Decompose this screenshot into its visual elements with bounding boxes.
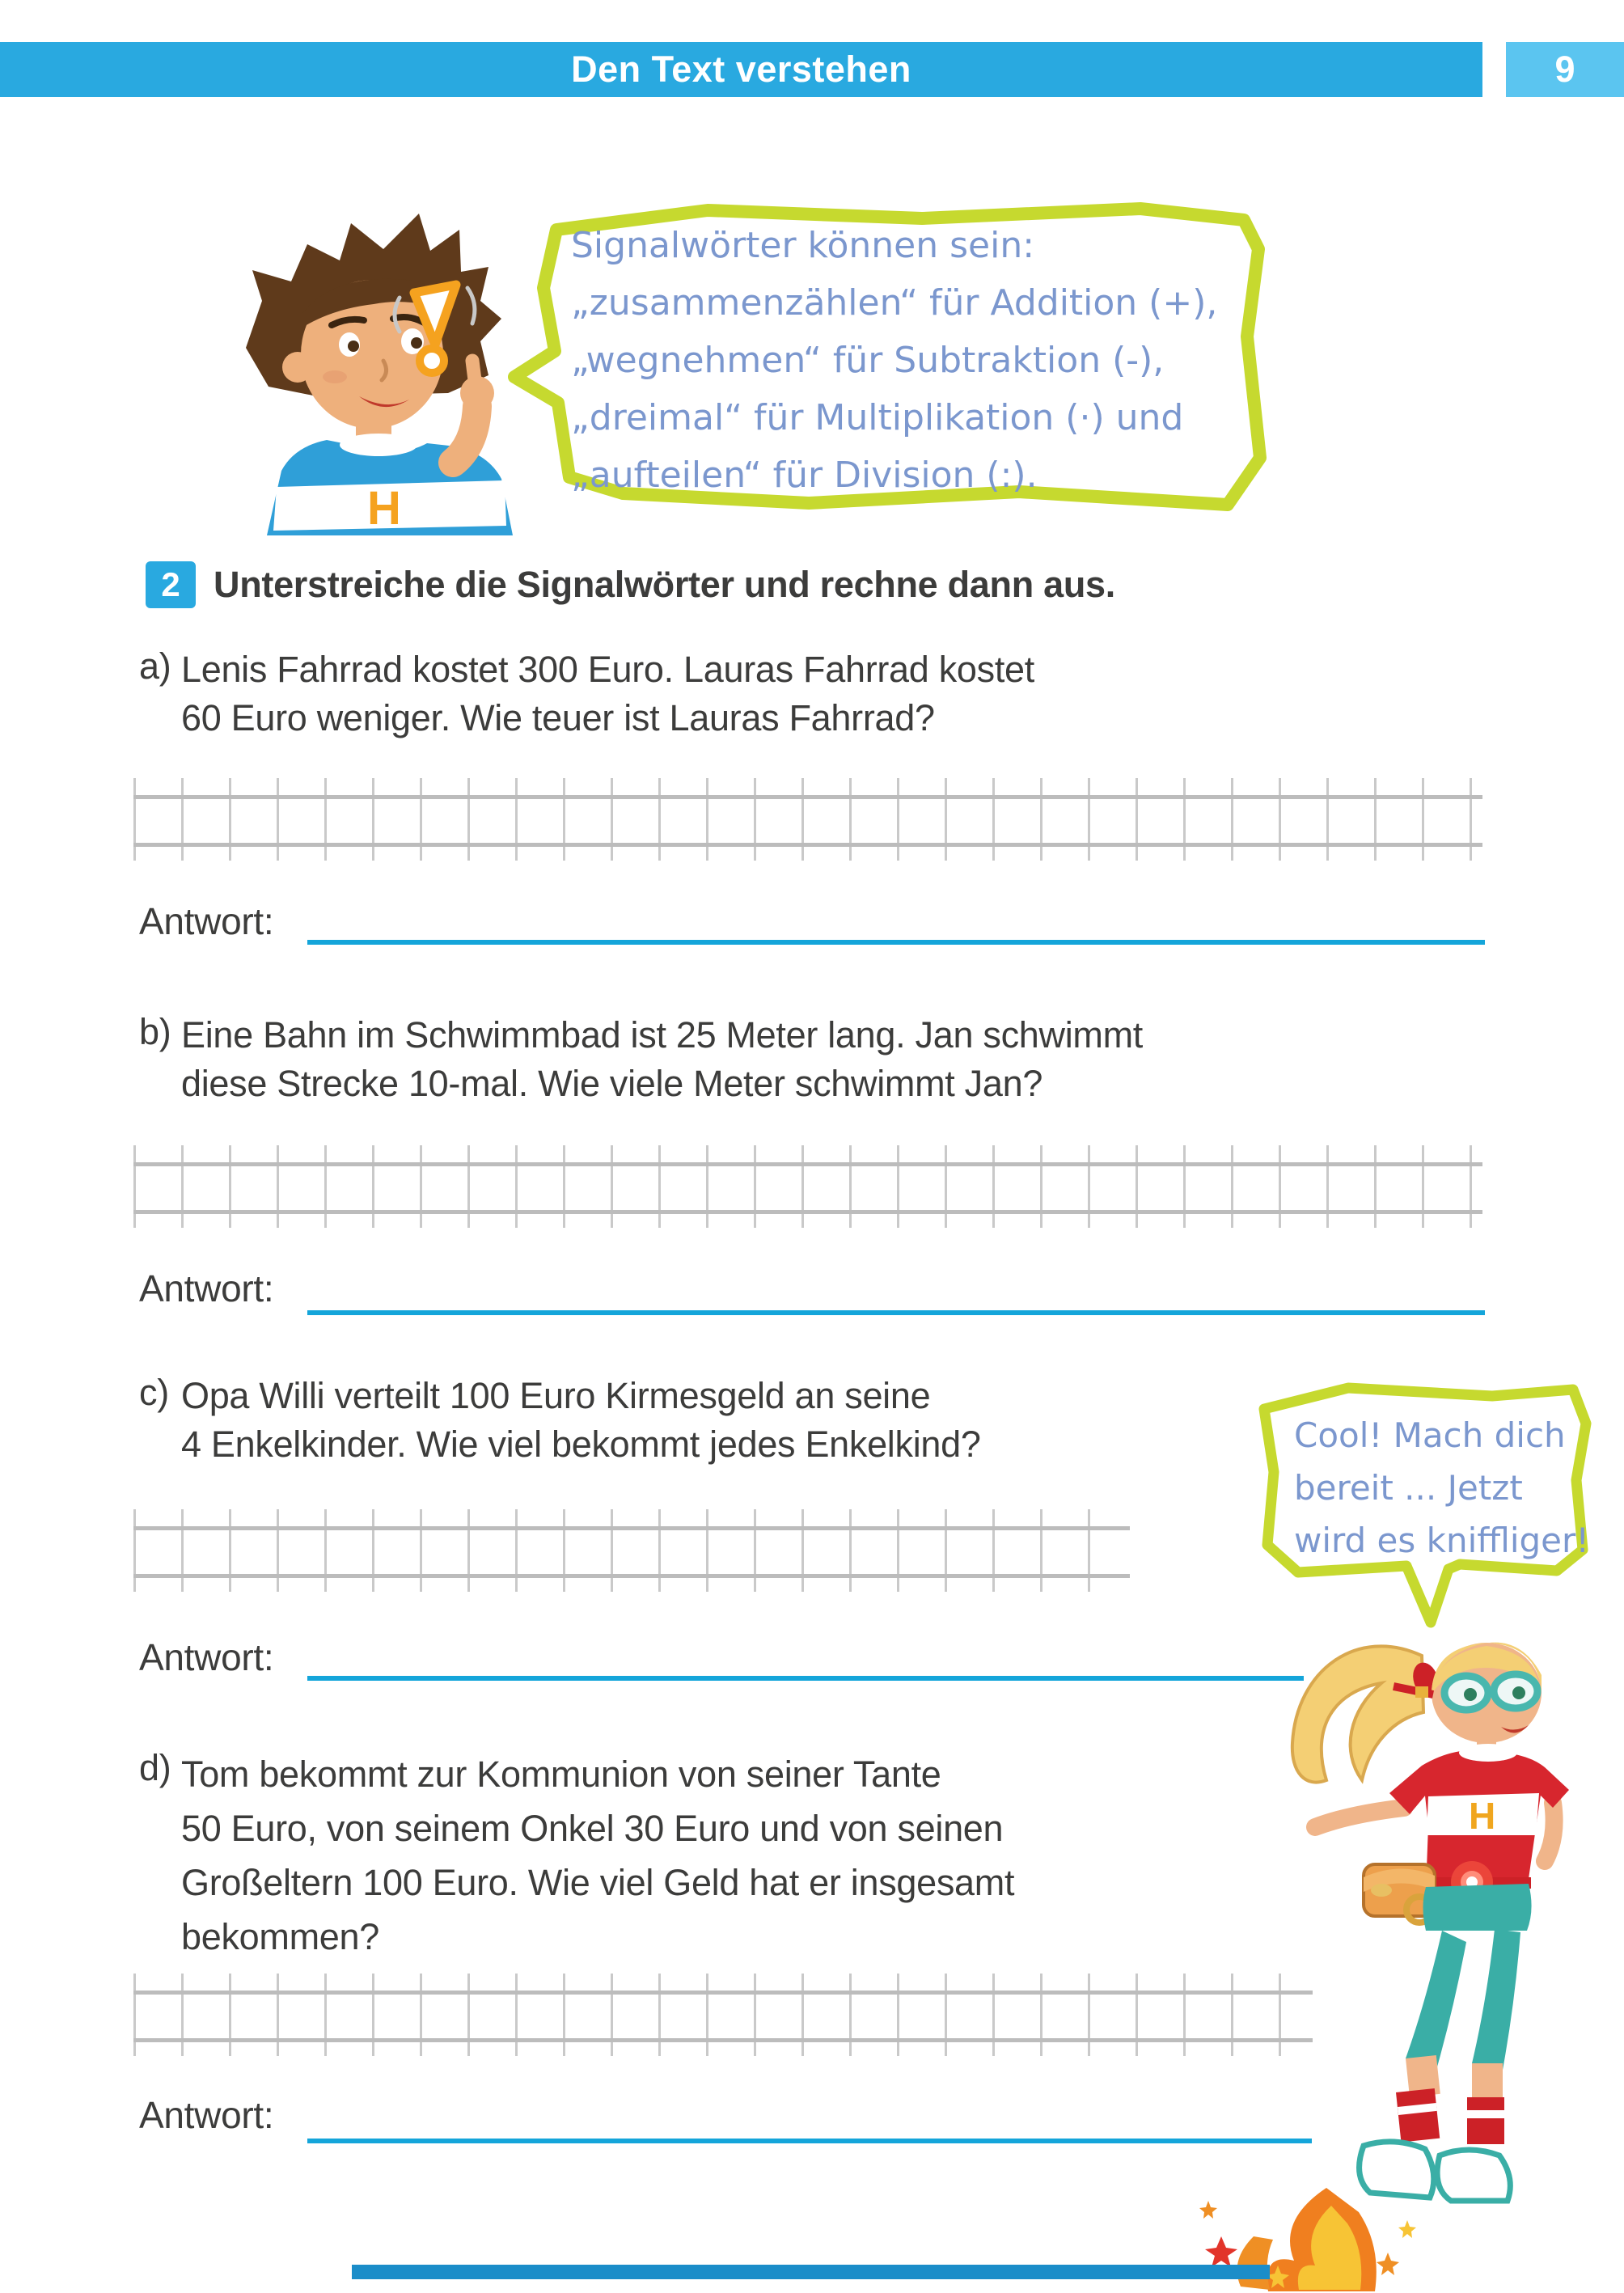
bubble-line: „aufteilen“ für Division (:). — [571, 455, 1038, 496]
task-instruction: Unterstreiche die Signalwörter und rechne dann aus. — [214, 564, 1115, 605]
problem-text-line: Tom bekommt zur Kommunion von seiner Tante — [181, 1754, 941, 1795]
grid-writing-line — [133, 2038, 1313, 2042]
page-number-badge: 9 — [1506, 42, 1624, 97]
girl-mascot-illustration — [1173, 1622, 1624, 2293]
answer-blank-line — [307, 2139, 1312, 2143]
grid-writing-line — [133, 1991, 1313, 1995]
spark-star — [1199, 2201, 1217, 2219]
girl-leg — [1406, 1931, 1466, 2070]
girl-pouch-clasp — [1371, 1884, 1392, 1897]
problem-text-line: 60 Euro weniger. Wie teuer ist Lauras Fahrrad? — [181, 697, 935, 738]
problem-label: d) — [139, 1747, 171, 1788]
problem-label: a) — [139, 645, 171, 687]
speech-bubble-boy-text — [571, 217, 1217, 504]
problem-label: c) — [139, 1372, 169, 1413]
boy-blush — [323, 370, 347, 383]
problem-text-line: Großeltern 100 Euro. Wie viel Geld hat er insgesamt — [181, 1862, 1015, 1903]
answer-label: Antwort: — [139, 1267, 274, 1309]
problem-text-line: 50 Euro, von seinem Onkel 30 Euro und von seinen — [181, 1808, 1004, 1849]
girl-sock-stripe — [1467, 2110, 1504, 2118]
exclamation-dot-icon — [420, 349, 444, 373]
boy-pupil — [348, 341, 359, 352]
girl-sock — [1396, 2088, 1440, 2143]
grid-writing-line — [133, 1526, 1130, 1530]
boy-arm — [453, 406, 477, 463]
spark-star — [1377, 2253, 1399, 2275]
girl-collar — [1459, 1744, 1517, 1762]
problem-text-line: bekommen? — [181, 1916, 379, 1957]
problem-c — [139, 1372, 981, 1469]
answer-label: Antwort: — [139, 900, 274, 942]
answer-label: Antwort: — [139, 2094, 274, 2136]
girl-skirt — [1423, 1884, 1532, 1931]
bubble-line: wird es kniffliger! — [1294, 1521, 1590, 1560]
bubble-line: Cool! Mach dich — [1294, 1415, 1566, 1455]
boy-finger — [472, 361, 477, 400]
bubble-line: bereit ... Jetzt — [1294, 1468, 1523, 1508]
girl-sneaker — [1437, 2150, 1510, 2201]
calculation-grid — [133, 1145, 1482, 1228]
girl-arm-left — [1315, 1808, 1404, 1827]
boy-shirt-letter: H — [367, 482, 401, 535]
boy-mascot-illustration — [220, 202, 568, 535]
grid-writing-line — [133, 1162, 1482, 1166]
answer-blank-line — [307, 1676, 1304, 1681]
problem-text-line: Eine Bahn im Schwimmbad ist 25 Meter lang. Jan schwimmt — [181, 1014, 1143, 1056]
bubble-line: Signalwörter können sein: — [571, 225, 1035, 266]
answer-blank-line — [307, 940, 1485, 945]
girl-ponytail — [1292, 1646, 1423, 1782]
problem-text-line: 4 Enkelkinder. Wie viel bekommt jedes Enkelkind? — [181, 1424, 981, 1465]
page-title: Den Text verstehen — [571, 49, 911, 90]
girl-eye — [1512, 1686, 1525, 1699]
girl-sneaker — [1360, 2142, 1434, 2198]
calculation-grid — [133, 1509, 1130, 1592]
spark-star — [1398, 2220, 1416, 2238]
task-heading — [146, 561, 1115, 608]
girl-eye — [1464, 1688, 1477, 1701]
answer-label: Antwort: — [139, 1636, 274, 1678]
girl-shin — [1472, 2063, 1503, 2099]
rocket-flame-side — [1237, 2236, 1273, 2290]
bubble-line: „dreimal“ für Multiplikation (·) und — [571, 397, 1184, 438]
girl-shirt-letter: H — [1469, 1795, 1496, 1837]
boy-pupil — [411, 337, 422, 349]
speech-bubble-girl-text — [1294, 1409, 1589, 1567]
girl-sock — [1467, 2097, 1504, 2144]
problem-text-line: diese Strecke 10-mal. Wie viele Meter schwimmt Jan? — [181, 1063, 1043, 1104]
bubble-line: „wegnehmen“ für Subtraktion (-), — [571, 340, 1165, 381]
problem-text-line: Opa Willi verteilt 100 Euro Kirmesgeld an seine — [181, 1375, 931, 1416]
grid-writing-line — [133, 1210, 1482, 1214]
grid-writing-line — [133, 795, 1482, 799]
boy-collar — [340, 434, 417, 456]
girl-leg — [1472, 1929, 1520, 2070]
problem-d — [139, 1747, 1014, 1964]
girl-arm-right — [1545, 1803, 1554, 1861]
header-bar — [0, 42, 1482, 97]
problem-text-line: Lenis Fahrrad kostet 300 Euro. Lauras Fahrrad kostet — [181, 649, 1034, 690]
answer-blank-line — [307, 1310, 1485, 1315]
footer-bar — [352, 2265, 1270, 2279]
bubble-line: „zusammenzählen“ für Addition (+), — [571, 282, 1218, 324]
problem-label: b) — [139, 1011, 171, 1052]
spark-star — [1205, 2236, 1237, 2267]
grid-writing-line — [133, 1574, 1130, 1578]
problem-b — [139, 1011, 1143, 1108]
calculation-grid — [133, 778, 1482, 861]
task-number-badge: 2 — [146, 561, 196, 608]
grid-writing-line — [133, 843, 1482, 847]
problem-a — [139, 645, 1034, 742]
girl-goggle-clip — [1415, 1686, 1428, 1698]
calculation-grid — [133, 1974, 1313, 2056]
